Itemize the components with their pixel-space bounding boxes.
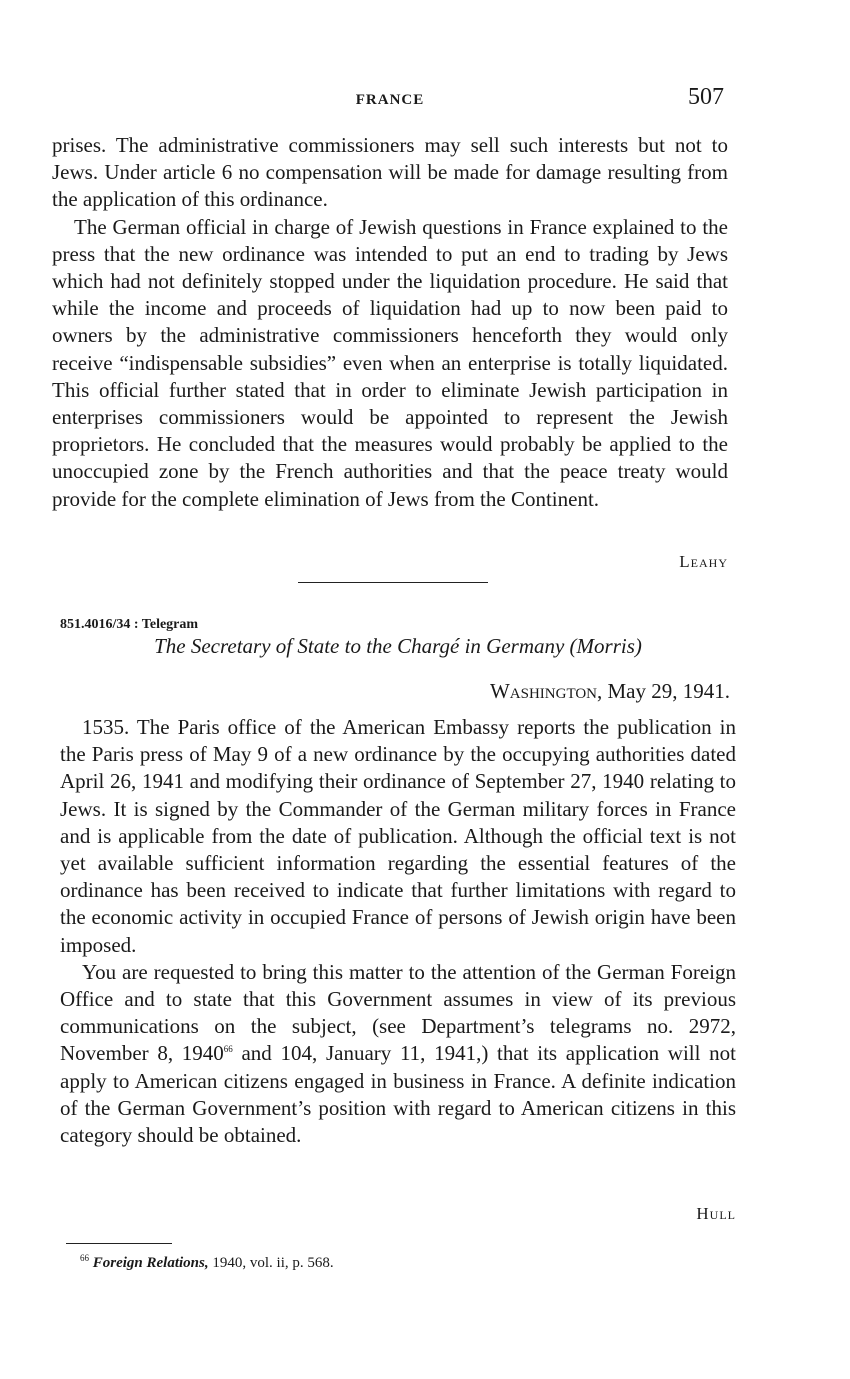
first-document-body: [52, 132, 728, 513]
dateline-place: Washington,: [489, 679, 603, 703]
telegram-paragraph-2: [60, 959, 736, 1149]
signature-leahy: Leahy: [679, 552, 728, 571]
footnote: [80, 1255, 334, 1272]
dateline: [490, 679, 730, 704]
section-divider: [298, 582, 488, 583]
running-head: FRANCE: [355, 92, 425, 108]
body-paragraph: The German official in charge of Jewish questions in France explained to the press that the new ordinance was intended to put an end to trading by Jews which had not definitely stopped under the liquidation procedure. He said that while the income and proceeds of liquidation had up to now been paid to owners by the administrative commissioners henceforth they would only receive “indispensable subsidies” even when an enterprise is totally liquidated. This official further stated that in order to eliminate Jewish participation in enterprises commissioners would be appointed to represent the Jewish proprietors. He concluded that the measures would probably be applied to the unoccupied zone by the French authorities and that the peace treaty would provide for the complete elimination of Jews from the Continent.: [52, 214, 728, 511]
continuation-paragraph: prises. The administrative commissioners may sell such interests but not to Jews. Under article 6 no compensation will be made for damage resulting from the application of this ordinance.: [52, 133, 728, 212]
second-document-body: [60, 714, 736, 1149]
file-reference: 851.4016/34 : Telegram: [60, 617, 199, 632]
footnote-citation: 1940, vol. ii, p. 568.: [208, 1255, 334, 1271]
dateline-date: May 29, 1941.: [607, 679, 730, 703]
telegram-paragraph-1: 1535. The Paris office of the American Embassy reports the publication in the Paris press of May 9 of a new ordinance by the occupying authorities dated April 26, 1941 and modifying their ordinance of September 27, 1940 relating to Jews. It is signed by the Commander of the German military forces in France and is applicable from the date of publication. Although the official text is not yet available sufficient information regarding the essential features of the ordinance has been received to indicate that further limitations with regard to the economic activity in occupied France of persons of Jewish origin have been imposed.: [60, 715, 736, 957]
footnote-rule: [66, 1243, 172, 1244]
footnote-source-title: Foreign Relations,: [92, 1255, 209, 1271]
page-number: 507: [688, 84, 724, 110]
document-title: The Secretary of State to the Chargé in Germany (Morris): [154, 634, 642, 658]
page-header: [52, 84, 728, 114]
footnote-marker: 66: [80, 1253, 89, 1263]
signature-hull: Hull: [696, 1204, 736, 1223]
telegram-paragraph-2-end: and 104, January 11, 1941,) that its application will not apply to American citizens engaged in business in France. A definite indication of the German Government’s position with regard to American citizens in this category should be obtained.: [60, 1041, 736, 1148]
telegram-paragraph-2-start: You are requested to bring this matter to the attention of the German Foreign Office and to state that this Government assumes in view of its previous communications on the subject, (see Department’s telegrams no. 2972, November 8, 1940: [60, 959, 736, 1066]
footnote-reference: 66: [223, 1044, 233, 1055]
